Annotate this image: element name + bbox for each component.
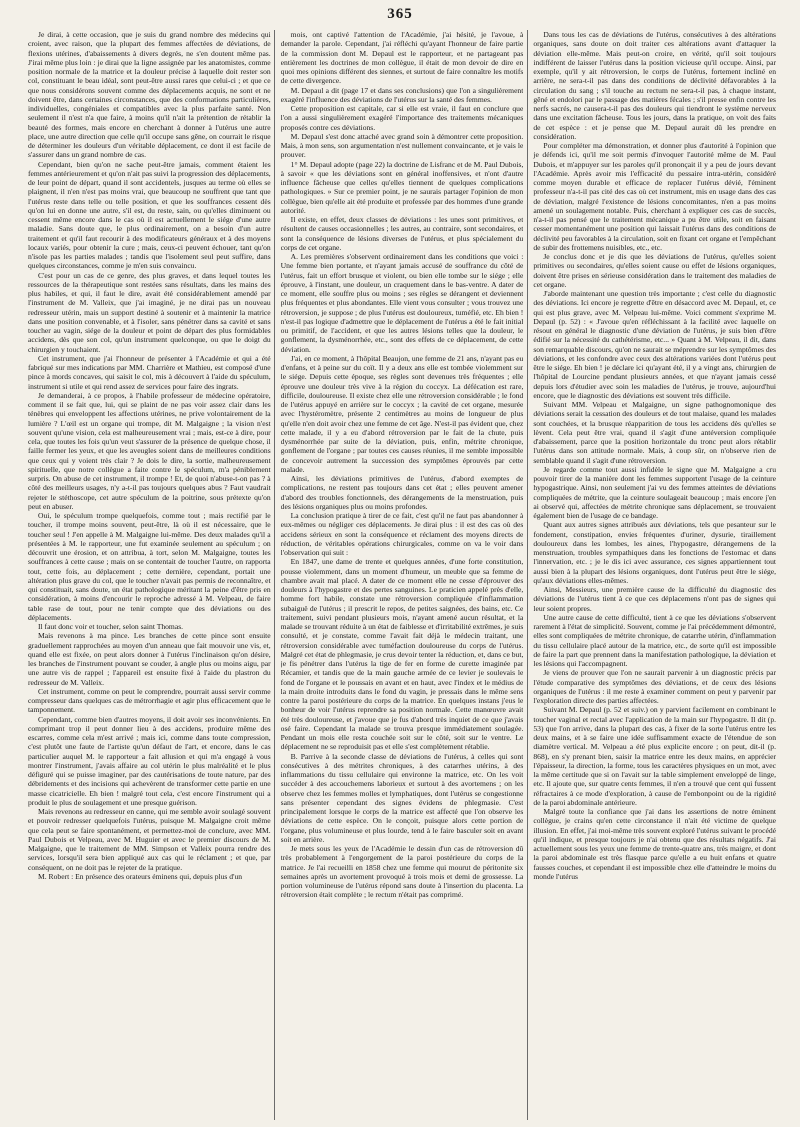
paragraph: Je mets sous les yeux de l'Académie le dessin d'un cas de rétroversion dû très probablement à l'engorgement de la paroi postérieure du corps de la matrice. Je l'ai recueilli en 1858 chez une femme qui mourut de péritonite six semaines après un avortement provoqué à trois mois et demi de grossesse. La portion volumineuse de l'utérus répond sans doute à l'insertion du placenta. La rétroversion était complète ; le rectum n'était pas comprimé. — [280, 844, 524, 900]
paragraph: A. Les premières s'observent ordinairement dans les conditions que voici : Une femme bien portante, et n'ayant jamais accusé de souffrance du côté de l'utérus, fait un effort brusque et violent, ou bien elle tombe sur le siége ; elle éprouve, à l'instant, une douleur, un craquement dans le bas-ventre. A dater de ce moment, elle souffre plus ou moins ; ses règles se dérangent et deviennent plus fréquentes et plus abondantes. Elle vient vous consulter ; vous trouvez une rétroversion, je suppose ; de plus l'utérus est douloureux, tuméfié, etc. Eh bien ! n'est-il pas logique d'admettre que le déplacement de l'utérus a été le fait initial ou primitif, de l'accident, et que les autres lésions telles que la douleur, le gonflement, la dysménorrhée, etc., sont des effets de ce déplacement, de cette déviation. — [280, 252, 524, 354]
paragraph: J'aborde maintenant une question très importante ; c'est celle du diagnostic des déviations. Ici encore je regrette d'être en désaccord avec M. Depaul, et, ce qui est plus grave, avec M. Velpeau lui-même. Voici comment s'exprime M. Depaul (p. 52) : « J'avoue qu'en réfléchissant à la facilité avec laquelle on résout en général le diagnostic d'une déviation de l'utérus, je suis bien d'être édifié sur la nécessité du cathétérisme, etc... » Quant à M. Velpeau, il dit, dans son remarquable discours, qu'on ne saurait se méprendre sur les symptômes des déviations, et les confondre avec ceux des altérations variées dont l'utérus peut être le siége. Eh bien ! je déclare ici qu'ayant été, il y a vingt ans, chirurgien de l'hôpital de Lourcine pendant plusieurs années, et que n'ayant jamais cessé depuis lors d'étudier avec soin les maladies de l'utérus, je trouve, aujourd'hui encore, que le diagnostic des déviations est souvent très difficile. — [533, 289, 777, 400]
paragraph: Je dirai, à cette occasion, que je suis du grand nombre des médecins qui croient, avec raison, que la plupart des femmes affectées de déviations, de flexions utérines, d'abaissements à divers degrés, ne s'en doutent même pas. J'irai même plus loin : je dirai que la ligne assignée par les anatomistes, comme position normale de la matrice et la douleur précise à laquelle doit rester son col, constituant le beau idéal, sont peut-être aussi rares que celui-ci ; et que ce que nous considérons souvent comme des déplacements acquis, ne sont et ne doivent être, dans certaines circonstances, que des conformations particulières, individuelles, congéniales et compatibles avec la plus parfaite santé. Non seulement il n'est n'a que faire, à moins qu'il n'ait la prétention de rétablir la beauté des formes, mais encore en cherchant à donner à l'utérus une autre place, une autre direction que celle qu'il occupe sans gêne, on courrait le risque de déterminer les douleurs d'un véritable déplacement, ce dont il est facile de s'assurer dans un grand nombre de cas. — [28, 30, 271, 160]
paragraph: Quant aux autres signes attribués aux déviations, tels que pesanteur sur le fondement, constipation, envies fréquentes d'uriner, dysurie, tiraillement douloureux dans les lombes, les aines, l'hypogastre, dérangemens de la menstruation, troubles sympathiques dans les fonctions de l'estomac et dans l'innervation, etc. ; je le dis ici avec assurance, ces signes appartiennent tout aussi bien à la plupart des lésions organiques, dont l'utérus peut être le siége, qu'aux déviations elles-mêmes. — [533, 520, 777, 585]
paragraph: Pour compléter ma démonstration, et donner plus d'autorité à l'opinion que je défends ici, qu'il me soit permis d'invoquer l'autorité même de M. Paul Dubois, et m'appuyer sur les paroles qu'il prononçait il y a peu de jours devant l'Académie. Après avoir mis l'efficacité du pessaire intra-utérin, considéré comme moyen durable et efficace de replacer l'utérus dévié, l'éminent professeur n'a-t-il pas cité des cas où cet instrument, mis en usage dans des cas de déviation, malgré l'existence de lésions concomitantes, n'en a pas moins amené un soulagement notable. Puis, cherchant à expliquer ces cas de succès, n'a-t-il pas pensé que le traitement mécanique a pu être utile, soit en faisant cesser momentanément une position qui laissait l'utérus dans des conditions de déclivité peu favorables à la circulation, soit en fixant cet organe et l'empêchant de subir des frottemens nuisibles, etc., etc. — [533, 141, 777, 252]
paragraph: Mais revenons au redresseur en canne, qui me semble avoir soulagé souvent et pouvoir redresser quelquefois l'utérus, puisque M. Malgaigne croit même que cela peut se faire spontanément, et permettez-moi de conclure, avec MM. Paul Dubois et Velpeau, avec M. Huguier et avec le premier discours de M. Malgaigne, que le traitement de MM. Simpson et Valleix pourra rendre des services, lorsqu'il sera bien appliqué aux cas qui le réclament ; et que, par conséquent, on ne doit pas le rejeter de la pratique. — [28, 807, 271, 872]
paragraph: Cependant, bien qu'on ne sache peut-être jamais, comment étaient les femmes antérieurement et qu'on n'ait pas suivi la progression des déplacements, de leur point de départ, quand il sont accidentels, jusques au terme où elles se plaignent, il n'en n'est pas moins vrai, que beaucoup ne souffrent que tant que l'utérus reste dans telle ou telle position, et que les souffrances cessent dès qu'on lui en donne une autre, s'il est, du reste, sain, ou qu'elles diminuent ou cessent même encore dans le cas où il est actuellement le siége d'une autre maladie. Sans doute que, le plus ordinairement, on a besoin d'un autre traitement et qu'il faut recourir à des modificateurs généraux et à des moyens locaux variés, pour obtenir la cure ; mais, ceux-ci peuvent échouer, tant qu'on n'isole pas les parties malades ; tandis que l'isolement seul peut suffire, dans quelques circonstances, comme je m'en suis convaincu. — [28, 159, 271, 271]
paragraph: J'ai, en ce moment, à l'hôpital Beaujon, une femme de 21 ans, n'ayant pas eu d'enfans, et à peine sur du coït. Il y a deux ans elle est tombée violemment sur le siége. Depuis cette époque, ses règles sont devenues très fréquentes ; elle éprouve une douleur très vive à la région du coccyx. La défécation est rare, difficile, douloureuse. Il existe chez elle une rétroversion considérable ; le fond de l'utérus appuyé en arrière sur le coccyx ; la cavité de cet organe, mesurée avec l'hystéromètre, présente 2 centimètres au moins de longueur de plus qu'elle n'en doit avoir chez une femme de cet âge. N'est-il pas évident que, chez cette malade, il y a eu d'abord rétroversion par le fait de la chute, puis dysménorrhée par suite de la déviation, puis, enfin, métrite chronique, gonflement de l'organe ; par toutes ces causes réunies, il me semble impossible de concevoir autrement la succession des symptômes éprouvés par cette malade. — [280, 353, 524, 474]
paragraph: Je viens de prouver que l'on ne saurait parvenir à un diagnostic précis par l'étude comparative des symptômes des déviations, et de ceux des lésions organiques de l'utérus : il me reste à examiner comment on peut y parvenir par l'exploration directe des parties affectées. — [533, 668, 777, 705]
paragraph: La conclusion pratique à tirer de ce fait, c'est qu'il ne faut pas abandonner à eux-mêmes ou négliger ces déplacements. Je dirai plus : il est des cas où des accidens sérieux en sont la conséquence et réclament des moyens directs de réduction, de véritables opérations chirurgicales, comme on va le voir dans l'observation qui suit : — [280, 511, 524, 557]
column-divider — [274, 30, 275, 1120]
column-divider — [527, 30, 528, 1120]
paragraph: M. Depaul s'est donc attaché avec grand soin à démontrer cette proposition. Mais, à mon sens, son argumentation n'est nullement convaincante, et je vais le prouver. — [280, 131, 524, 160]
paragraph: C'est pour un cas de ce genre, des plus graves, et dans lequel toutes les ressources de la thérapeutique sont restées sans résultats, dans les mains des plus habiles, et qui, il faut le dire, avait été considérablement amendé par l'instrument de M. Valleix, que j'ai imaginé, je ne dirai pas un nouveau redresseur utérin, mais un support destiné à soutenir et à maintenir la matrice dans une position convenable, et à l'isoler, sans pénétrer dans sa cavité et sans toucher au vagin, siége de la douleur et point de départ des plus formidables accidens, dès que son col, qu'un instrument quelconque, ou que le doigt du chirurgien y touchaient. — [28, 270, 271, 354]
text-columns — [28, 30, 776, 1120]
paragraph: Ainsi, Messieurs, une première cause de la difficulté du diagnostic des déviations de l'utérus tient à ce que ces déplacemens n'ont pas de signes qui leur soient propres. — [533, 585, 777, 613]
paragraph: Cette proposition est capitale, car si elle est vraie, il faut en conclure que l'on a aussi singulièrement exagéré l'importance des traitements mécaniques proposés contre ces déviations. — [280, 104, 524, 132]
column-middle — [281, 30, 524, 1120]
paragraph: 1° M. Depaul adopte (page 22) la doctrine de Lisfranc et de M. Paul Dubois, à savoir « que les déviations sont en général inoffensives, et n'ont d'autre influence fâcheuse que celles qu'elles tiennent de quelques complications pathologiques. » Sur ce premier point, je ne saurais partager l'opinion de mon collègue, bien qu'elle ait été produite et professée par des hommes d'une grande autorité. — [280, 159, 524, 215]
paragraph: Suivant MM. Velpeau et Malgaigne, un signe pathognomonique des déviations serait la cessation des douleurs et de tout malaise, quand les malades sont couchées, et la brusque réapparition de tous les accidens dès qu'elles se lèvent. Cela peut être vrai, quand il s'agit d'une antéversion compliquée d'abaissement, parce que la position horizontale du tronc peut alors rétablir l'utérus dans son attitude normale. Mais, à coup sûr, on n'observe rien de semblable quand il s'agit d'une rétroversion. — [533, 400, 777, 465]
paragraph: Je regarde comme tout aussi infidèle le signe que M. Malgaigne a cru pouvoir tirer de la manière dont les femmes supportent l'usage de la ceinture hypogastrique. Ainsi, non seulement j'ai vu des femmes atteintes de déviations compliquées de métrite, que la ceinture soulageait beaucoup ; mais encore j'en ai observé qui, affectées de métrite chronique sans déplacement, se trouvaient également bien de l'usage de ce bandage. — [533, 464, 777, 520]
page-number: 365 — [387, 6, 413, 22]
paragraph: Oui, le spéculum trompe quelquefois, comme tout ; mais rectifié par le toucher, il trompe moins souvent, peut-être, là où il est nécessaire, que le toucher seul ! J'en appelle à M. Malgaigne lui-même. Des deux malades qu'il a présentées à M. le rapporteur, une fut examinée seulement au spéculum ; on découvrit une érosion, et on attribua, à tort, selon M. Malgaigne, toutes les souffrances à cette cause ; mais on se contentait de toucher l'autre, on rapporta tout, cette fois, au déplacement ; cette dernière, cependant, portait une altération plus grave du col, que le toucher n'avait pas permis de reconnaître, et qui constituait, sans doute, un état pathologique méritant la peine d'être pris en considération, à moins d'encourir le reproche adressé à M. Velpeau, de faire table rase de tout, pour ne tenir compte que des déviations ou des déplacements. — [28, 511, 271, 622]
paragraph: Il faut donc voir et toucher, selon saint Thomas. — [38, 622, 184, 631]
paragraph: Cet instrument, comme on peut le comprendre, pourrait aussi servir comme compresseur dans quelques cas de métrorrhagie et agir plus efficacement que le tamponnement. — [28, 686, 271, 715]
paragraph: Je conclus donc et je dis que les déviations de l'utérus, qu'elles soient primitives ou secondaires, qu'elles soient cause ou effet de lésions organiques, doivent être prises en sérieuse considération dans le traitement des maladies de cet organe. — [533, 252, 777, 289]
paragraph: mois, ont captivé l'attention de l'Académie, j'ai hésité, je l'avoue, à demander la parole. Cependant, j'ai réfléchi qu'ayant l'honneur de faire partie de la commission dont M. Depaul est le rapporteur, et ne partageant pas entièrement les doctrines de mon collègue, il était de mon devoir de dire en quoi mes opinions différent des siennes, et surtout de faire connaître les motifs de cette divergence. — [280, 30, 524, 86]
paragraph: Il existe, en effet, deux classes de déviations : les unes sont primitives, et résultent de causes occasionnelles ; les autres, au contraire, sont secondaires, et sont la conséquence de lésions diverses de l'utérus, et plus spécialement du corps de cet organe. — [280, 215, 524, 252]
paragraph: Malgré toute la confiance que j'ai dans les assertions de notre éminent collègue, je crains qu'en cette circonstance il n'ait été victime de quelque illusion. En effet, j'ai moi-même très souvent exploré l'utérus suivant le procédé qu'il indique, et presque toujours je n'ai obtenu que des résultats négatifs. J'ai actuellement sous les yeux une femme de trente-quatre ans, très maigre, et dont la paroi abdominale est très flasque parce qu'elle a eu huit enfans et quatre fausses couches, et cependant il est impossible chez elle d'atteindre le moins du monde l'utérus — [533, 807, 777, 881]
paragraph: Une autre cause de cette difficulté, tient à ce que les déviations s'observent rarement à l'état de simplicité. Souvent, comme je l'ai précédemment démontré, elles sont compliquées de métrite chronique, de catarrhe utérin, d'inflammation du tissu cellulaire placé autour de la matrice, etc., de sorte qu'il est impossible de faire la part que prennent dans la manifestation pathologique, la déviation et les lésions qui l'accompagnent. — [533, 612, 777, 668]
paragraph: M. Robert : En présence des orateurs éminens qui, depuis plus d'un — [38, 871, 243, 881]
paragraph: Ainsi, les déviations primitives de l'utérus, d'abord exemptes de complications, ne restent pas toujours dans cet état ; elles peuvent amener d'abord des troubles fonctionnels, des dérangements de la menstruation, puis des lésions organiques plus ou moins profondes. — [280, 474, 524, 511]
paragraph: En 1847, une dame de trente et quelques années, d'une forte constitution, pousse violemment, dans un moment d'humeur, un meuble que sa femme de chambre avait mal placé. A dater de ce moment elle ne cesse d'éprouver des douleurs à l'hypogastre et des pertes sanguines. Le praticien appelé près d'elle, homme fort habile, constate une rétroversion compliquée d'inflammation subaiguë de l'utérus ; il prescrit le repos, de petites saignées, des bains, etc. Ce traitement, suivi pendant plusieurs mois, n'ayant amené aucun résultat, et la malade se trouvant réduite à un état de faiblesse et d'irritabilité extrêmes, je suis consulté, et je constate, comme l'avait fait déjà le médecin traitant, une rétroversion considérable avec tuméfaction douloureuse du corps de l'utérus. Malgré cet état de phlegmasie, je crus devoir tenter la réduction, et, dans ce but, je fis pénétrer dans l'utérus la tige de fer en forme de curette imaginée par Récamier, et tandis que de la main gauche armée de ce levier je soulevais le fond de l'organe et le poussais en avant et en haut, avec l'index et le médius de la main droite introduits dans le fond du vagin, je pressais dans le même sens contre la paroi postérieure du corps de la matrice. En quelques instans j'eus le bonheur de voir l'utérus reprendre sa position normale. Cette manœuvre avait été très douloureuse, et j'avoue que je fus d'abord très inquiet de ce que j'avais osé faire. Cependant la malade se trouva presque immédiatement soulagée. Pendant un mois elle resta couchée soit sur le côté, soit sur le ventre. Le déplacement ne se reproduisit pas et elle s'est complètement rétablie. — [280, 557, 524, 752]
paragraph: Mais revenons à ma pince. Les branches de cette pince sont ensuite graduellement rapprochées au moyen d'un anneau que fait mouvoir une vis, et, quand elle est fixée, on peut alors donner à l'utérus l'inclinaison qu'on désire, les branches de l'instrument pouvant se couder, à angle plus ou moins aigu, par une autre vis de rappel ; l'appareil est ensuite fixé à l'aide du plastron du redresseur de M. Valleix. — [28, 631, 271, 687]
column-right — [533, 30, 776, 1120]
paragraph: M. Depaul a dit (page 17 et dans ses conclusions) que l'on a singulièrement exagéré l'influence des déviations de l'utérus sur la santé des femmes. — [280, 85, 524, 104]
paragraph: Dans tous les cas de déviations de l'utérus, consécutives à des altérations organiques, sans doute on doit traiter ces altérations avant d'attaquer la déviation elle-même. Mais peut-on croire, en vérité, qu'il soit toujours indifférent de laisser l'utérus dans la position vicieuse qu'il occupe. Ainsi, par exemple, qu'il y ait rétroversion, le corps de l'utérus, fortement incliné en arrière, ne sera-t-il pas dans des conditions de déclivité défavorables à la circulation du sang ; s'il touche au rectum ne sera-t-il pas, à chaque instant, gêné et endolori par le passage des matières fécales ; s'il presse enfin contre les nerfs sacrés, ne causera-t-il pas des douleurs qui tiendront le système nerveux dans une excitation fâcheuse. Tous les jours, dans la pratique, on voit des faits de cet espèce : et je pense que M. Depaul aurait dû les prendre en considération. — [533, 30, 777, 141]
column-left — [28, 30, 271, 1120]
paragraph: Cependant, comme bien d'autres moyens, il doit avoir ses inconvénients. En comprimant trop il peut donner lieu à des accidens, produire même des escarres, comme cela m'est arrivé ; mais ici, comme dans toute compression, c'est plutôt une faute de l'artiste qu'un défaut de l'art, et encore, dans le cas particulier auquel M. le rapporteur a fait allusion et qui m'a engagé à vous montrer l'instrument, j'avais affaire au col utérin le plus malréalité et le plus défiguré qui se puisse imaginer, par des cautérisations de toute nature, par des débridements et des incisions qui achevèrent de transformer cette partie en une masse cicatricielle. Eh bien ! malgré tout cela, c'est encore l'instrument qui a produit le plus de soulagement et une presque guérison. — [28, 714, 271, 807]
paragraph: B. Parrive à la seconde classe de déviations de l'utérus, à celles qui sont consécutives à des métrites chroniques, à des catarrhes utérins, à des inflammations du tissu cellulaire qui environne la matrice, etc. On les voit succéder à des accouchemens laborieux et surtout à des avortemens ; on les observe chez les femmes molles et lymphatiques, dont l'utérus se congestionne sans présenter cependant des signes évidens de phlegmasie. C'est principalement lorsque le corps de la matrice est affecté que l'on observe les déviations de cette espèce. On le conçoit, puisque alors cette portion de l'organe, plus volumineuse et plus lourde, tend à le faire basculer soit en avant soit en arrière. — [280, 751, 524, 844]
paragraph: Je demanderai, à ce propos, à l'habile professeur de médecine opératoire, comment il se fait que, lui, qui se plaint de ne pas voir assez clair dans les ténèbres qui enveloppent les affections utérines, ne prive volontairement de la lumière ? L'œil est un organe qui trompe, dit M. Malgaigne ; la vision n'est souvent qu'une vision, cela est malheureusement vrai ; mais, est-ce à dire, pour cela, que toutes les fois qu'un veut s'assurer de la présence de quelque chose, il faille fermer les yeux, et que les aveugles soient dans de meilleures conditions que ceux qui y voient très clair ? Je dois le dire, la sortie, malheureusement spirituelle, que notre collègue a faite contre le spéculum, m'a péniblement surpris. On abuse de cet instrument, il trompe ! Et, de quoi n'abuse-t-on pas ? à côté des meilleurs usages, n'y a-t-il pas toujours quelques abus ? Faut vaudrait rejeter le stéthoscope, cet autre spéculum de la poitrine, sous prétexte qu'on peut en abuser. — [28, 390, 271, 511]
paragraph: Cet instrument, que j'ai l'honneur de présenter à l'Académie et qui a été fabriqué sur mes indications par MM. Charrière et Mathieu, est composé d'une pince à mords concaves, qui saisit le col, mis à découvert à l'aide du spéculum, instrument si utile et qui rend assez de services pour faire des ingrats. — [28, 353, 271, 391]
paragraph: Suivant M. Depaul (p. 52 et suiv.) on y parvient facilement en combinant le toucher vaginal et rectal avec l'application de la main sur l'hypogastre. Il dit (p. 53) que l'on arrive, dans la plupart des cas, à fixer de la sorte l'utérus entre les deux mains, et à se faire une idée suffisamment exacte de l'étendue de son diamètre vertical. M. Velpeau a été plus explicite encore ; on peut, dit-il (p. 868), en s'y prenant bien, saisir la matrice entre les deux mains, en apprécier l'épaisseur, la direction, la forme, tous les caractères physiques en un mot, avec la même certitude que si on l'avait sur la table simplement enveloppé de linge, etc. Il ajoute que, sur quatre cents femmes, il n'en a trouvé que cent qui fussent réfractaires à ce mode d'exploration, à cause de l'embonpoint ou de la rigidité de la paroi abdominale antérieure. — [533, 705, 777, 807]
